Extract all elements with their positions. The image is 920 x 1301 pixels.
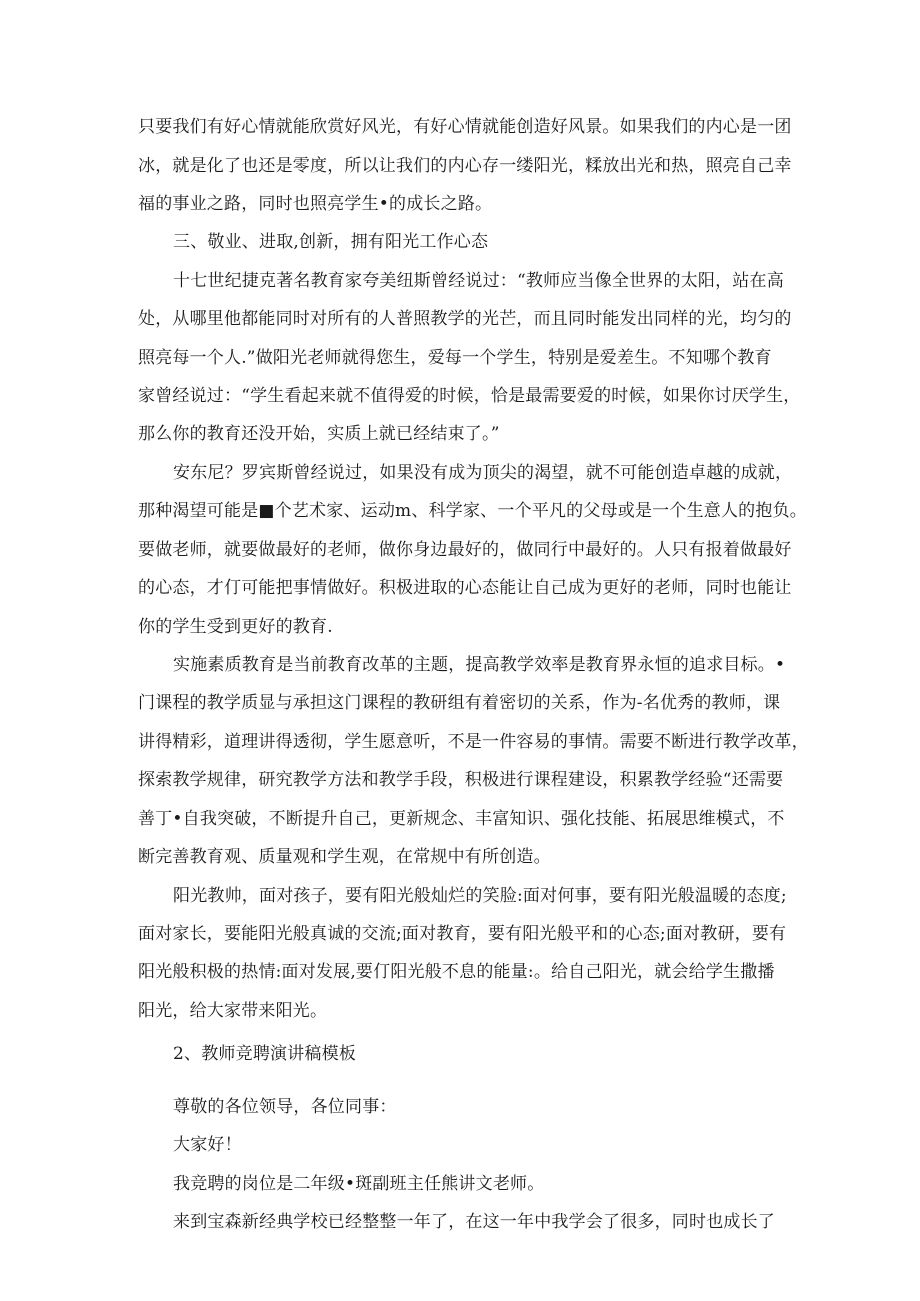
paragraph-line: 福的事业之路，同时也照亮学生•的成长之路。 <box>138 194 493 214</box>
section-heading: 三、敬业、进取,创新，拥有阳光工作心态 <box>173 232 489 252</box>
paragraph-line: 我竞聘的岗位是二年级•斑副班主任熊讲文老师。 <box>173 1174 545 1194</box>
paragraph-line: 安东尼？罗宾斯曾经说过，如果没有成为顶尖的渴望，就不可能创造卓越的成就， <box>173 463 793 483</box>
paragraph-line: 断完善教育观、质量观和学生观，在常规中有所创造。 <box>138 847 551 867</box>
paragraph-line: 冰，就是化了也还是零度，所以让我们的内心存一缕阳光，糅放出光和热，照亮自己幸 <box>138 156 792 176</box>
paragraph-line: 要做老师，就要做最好的老师，做你身边最好的，做同行中最好的。人只有报着做最好 <box>138 540 792 560</box>
paragraph-line: 来到宝森新经典学校已经整整一年了，在这一年中我学会了很多，同时也成长了 <box>173 1212 775 1232</box>
paragraph-line: 实施素质教育是当前教育改革的主题，提高教学效率是教育界永恒的追求目标。• <box>173 655 786 675</box>
paragraph-line: 处，从哪里他都能同时对所有的人普照教学的光芒，而且同时能发出同样的光，均匀的 <box>138 309 792 329</box>
paragraph-line: 讲得精彩，道理讲得透彻，学生愿意听，不是一件容易的事情。需要不断进行教学改革， <box>138 732 809 752</box>
paragraph-line: 阳光教帅，面对孩子，要有阳光般灿烂的笑脸:面对何事，要有阳光般温暖的态度; <box>173 886 787 906</box>
paragraph-line: 那么你的教育还没开始，实质上就已经结束了。” <box>138 424 500 444</box>
paragraph-line: 你的学生受到更好的教育. <box>138 617 333 637</box>
paragraph-line: 阳光般积极的热情:面对发展,要仃阳光般不息的能量:。给自己阳光，就会给学生撒播 <box>138 962 775 982</box>
paragraph-line: 照亮每一个人.”做阳光老师就得您生，爱每一个学生，特别是爱差生。不知哪个教育 <box>138 348 772 368</box>
greeting-line: 大家好！ <box>173 1135 242 1155</box>
paragraph-line: 探索教学规律，研究教学方法和教学手段，积极进行课程建设，积累教学经验“还需要 <box>138 770 784 790</box>
section-heading: 2、教师竞聘演讲稿模板 <box>173 1044 357 1064</box>
paragraph-line: 只要我们有好心情就能欣赏好风光，有好心情就能创造好风景。如果我们的内心是一团 <box>138 117 792 137</box>
paragraph-line: 的心态，才仃可能把事情做好。积极进取的心态能让自己成为更好的老师，同时也能让 <box>138 578 792 598</box>
paragraph-line: 家曾经说过：“学生看起来就不值得爱的时候，恰是最需要爱的时候，如果你讨厌学生， <box>138 386 801 406</box>
paragraph-line: 面对家长，要能阳光般真诚的交流;面对教育，要有阳光般平和的心态;面对教研，要有 <box>138 924 787 944</box>
paragraph-line: 那种渴望可能是■个艺术家、运动m、科学家、一个平凡的父母或是一个生意人的抱负。 <box>138 501 807 521</box>
paragraph-line: 善丁•自我突破，不断提升自己，更新规念、丰富知识、强化技能、拓展思维模式，不 <box>138 809 785 829</box>
paragraph-line: 阳光，给大家带来阳光。 <box>138 1001 328 1021</box>
paragraph-line: 门课程的教学质显与承担这门课程的教研组有着密切的关系，作为-名优秀的教师，课 <box>138 693 781 713</box>
paragraph-line: 十七世纪捷克著名教育家夸美纽斯曾经说过：“教师应当像全世界的太阳，站在高 <box>173 271 784 291</box>
salutation-line: 尊敬的各位领导，各位同事： <box>173 1097 397 1117</box>
